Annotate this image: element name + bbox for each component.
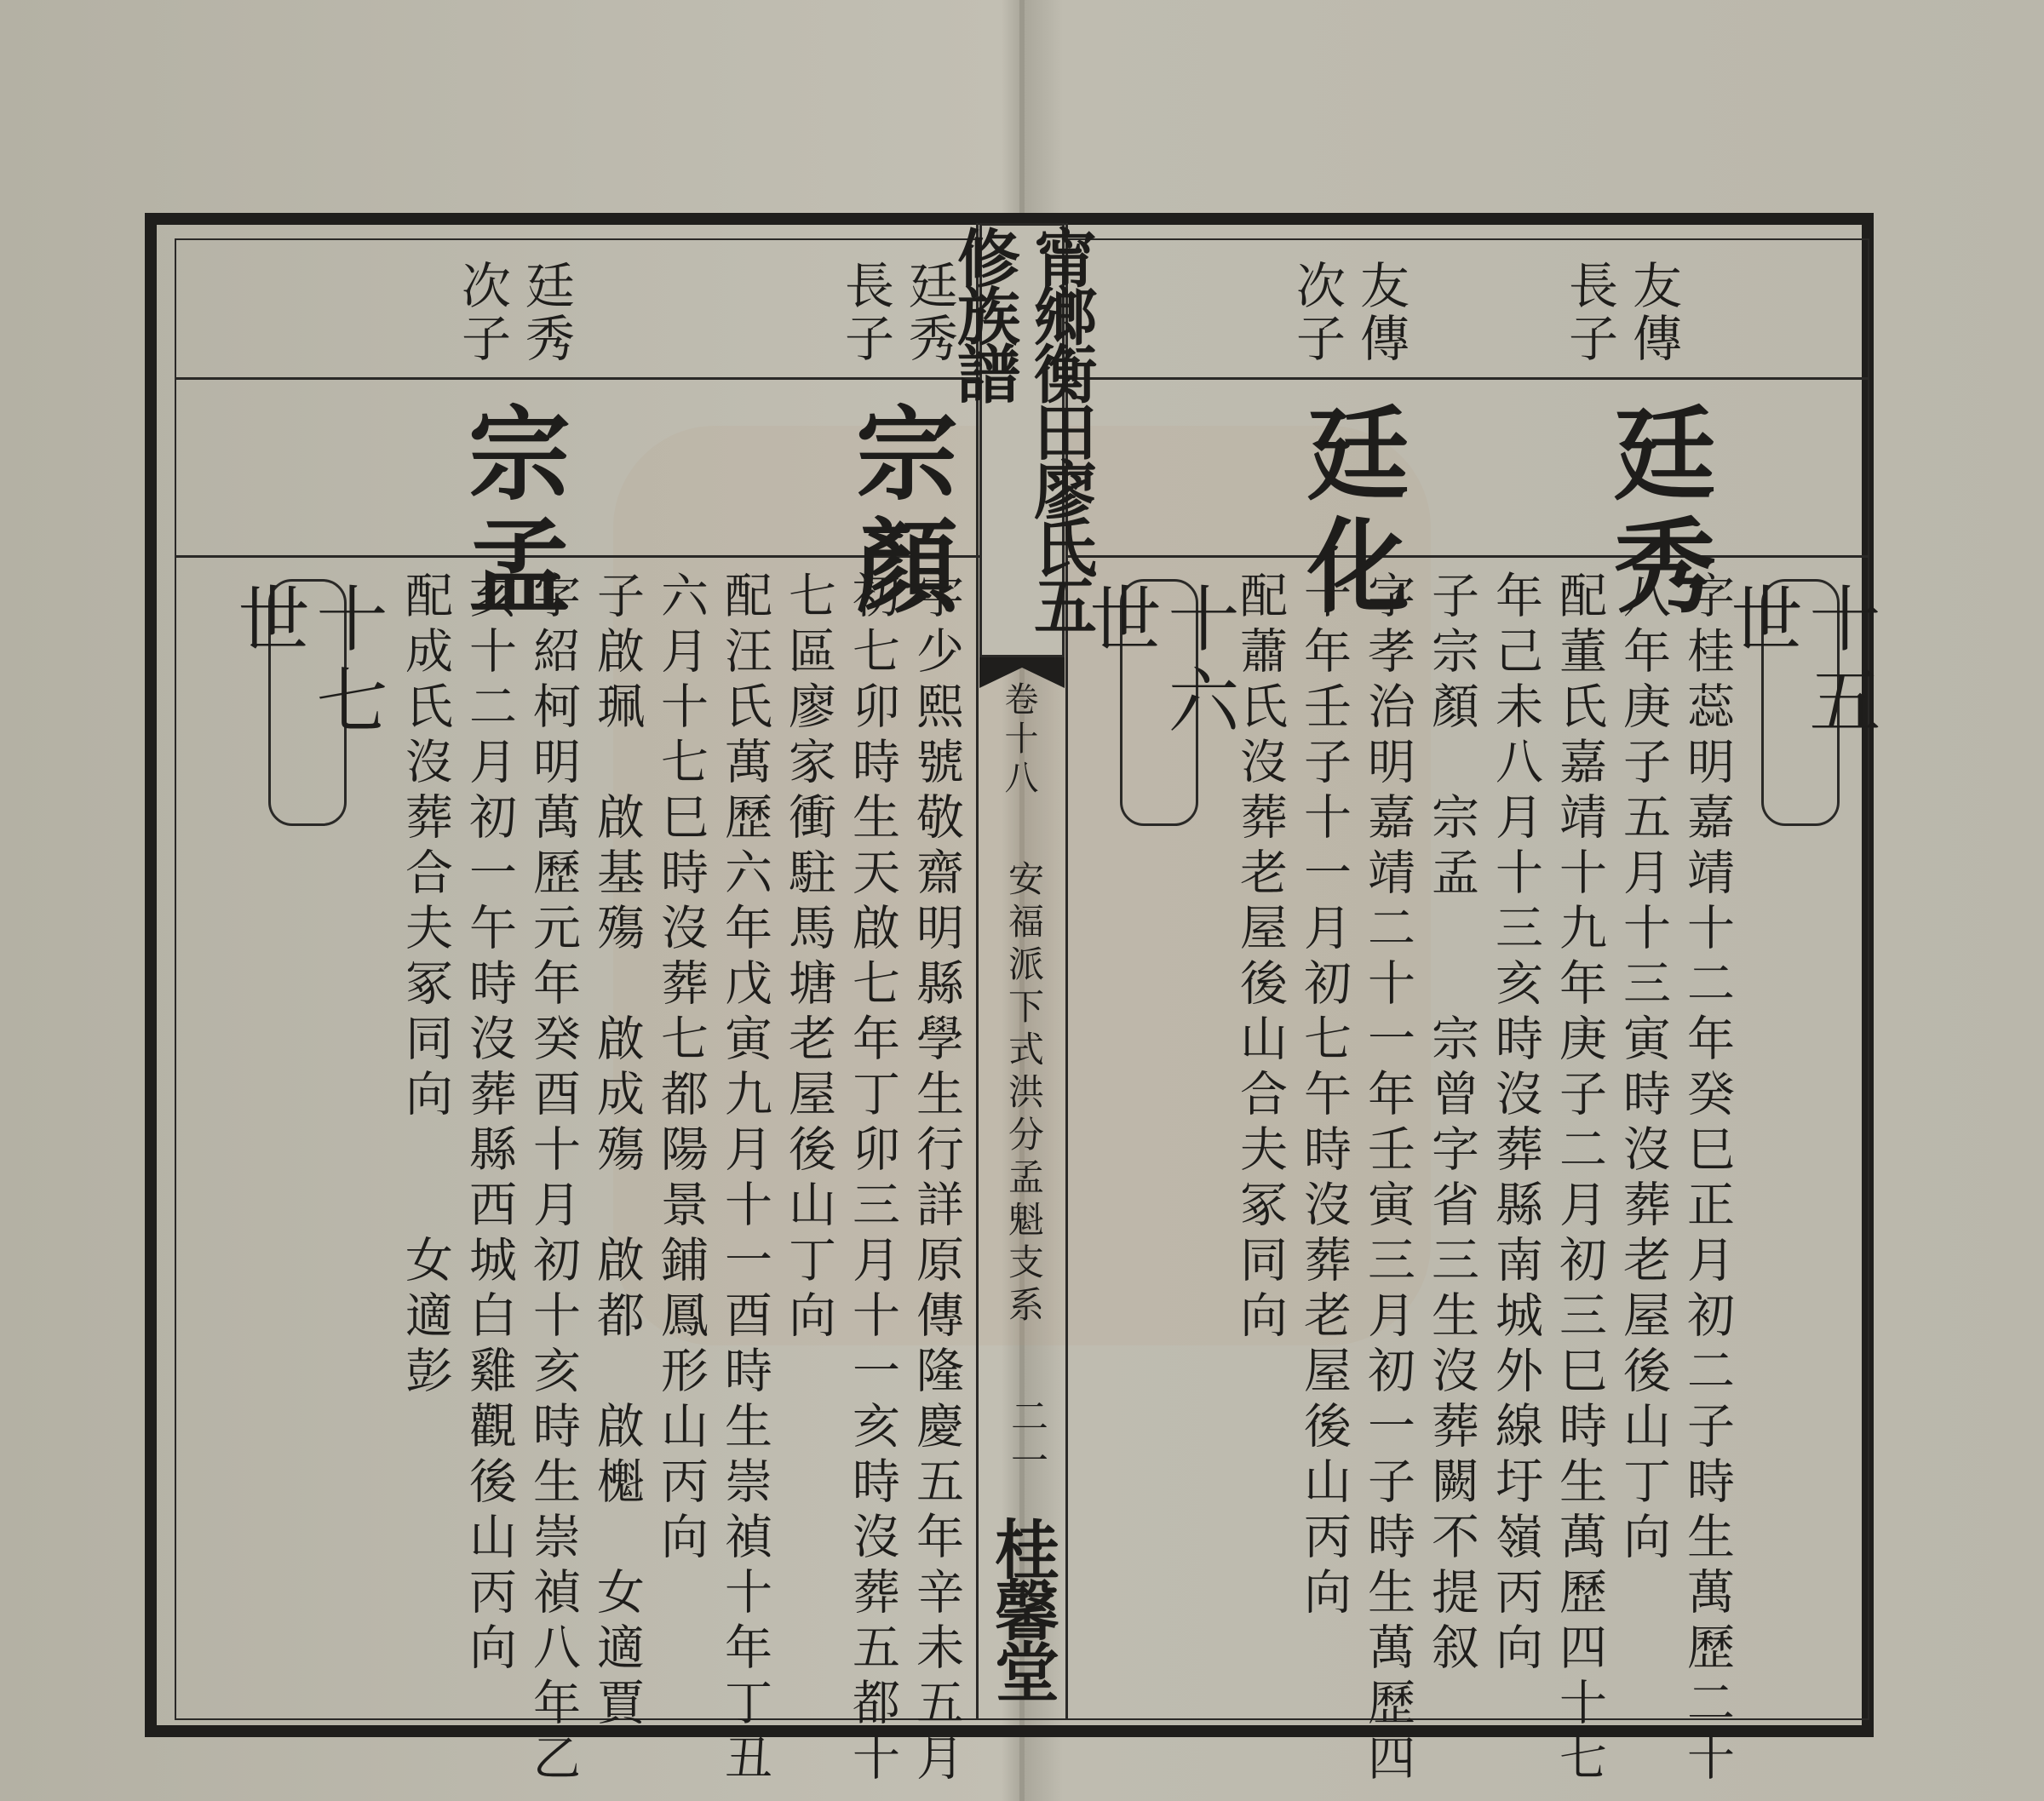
bio-line: 配成氏沒葬合夫冢同向 女適彭 (398, 571, 453, 1401)
hall-name: 桂馨堂 (984, 1516, 1060, 1700)
father-label: 廷秀 (517, 260, 575, 365)
bio-line: 字桂蕊明嘉靖十二年癸巳正月初二子時生萬歷二十 (1679, 571, 1735, 1788)
genealogy-title: 甯鄉衡田廖氏五修族譜 (947, 226, 1097, 631)
rule-left-top (176, 377, 979, 380)
rule-right-top (1066, 377, 1869, 380)
bio-line: 十年壬子十一月初七午時沒葬老屋後山丙向 (1296, 571, 1352, 1622)
person-name: 廷化 (1290, 400, 1410, 625)
person-name: 宗顏 (839, 400, 959, 625)
bio-line: 七區廖家衝駐馬塘老屋後山丁向 (781, 571, 836, 1345)
generation-badge: 十六世 (1120, 579, 1198, 826)
bio-line: 字紹柯明萬歷元年癸酉十月初十亥時生崇禎八年乙 (525, 571, 581, 1788)
bio-line: 亥十二月初一午時沒葬縣西城白雞觀後山丙向 (462, 571, 517, 1678)
rank-label: 長子 (1560, 260, 1618, 365)
bio-line: 初七卯時生天啟七年丁卯三月十一亥時沒葬五都十 (845, 571, 900, 1788)
bio-line: 子啟珮 啟基殤 啟成殤 啟都 啟櫆 女適賈 (589, 571, 645, 1733)
bio-line: 八年庚子五月十三寅時沒葬老屋後山丁向 (1616, 571, 1671, 1567)
rank-label: 次子 (453, 260, 511, 365)
branch-label: 安福派下式洪分孟魁支系 (1003, 860, 1045, 1328)
generation-badge: 十七世 (268, 579, 347, 826)
person-name: 宗孟 (451, 400, 571, 625)
bio-line: 子宗顏 宗孟 宗曾字省三生沒葬闕不提叙 (1424, 571, 1479, 1678)
person-name: 廷秀 (1597, 400, 1717, 625)
bio-line: 配董氏嘉靖十九年庚子二月初三巳時生萬歷四十七 (1552, 571, 1607, 1788)
bio-line: 配蕭氏沒葬老屋後山合夫冢同向 (1232, 571, 1288, 1345)
bio-line: 六月十七巳時沒葬七都陽景鋪鳳形山丙向 (653, 571, 709, 1567)
bio-line: 年己未八月十三亥時沒葬縣南城外線圩嶺丙向 (1488, 571, 1543, 1678)
bio-line: 配汪氏萬歷六年戊寅九月十一酉時生崇禎十年丁丑 (717, 571, 772, 1788)
bio-line: 字孝治明嘉靖二十一年壬寅三月初一子時生萬歷四 (1360, 571, 1415, 1788)
generation-badge: 十五世 (1761, 579, 1840, 826)
rank-label: 次子 (1288, 260, 1346, 365)
bio-line: 字少熙號敬齋明縣學生行詳原傳隆慶五年辛未五月 (909, 571, 964, 1788)
father-label: 友傳 (1352, 260, 1410, 365)
page-number: 二一 (1004, 1397, 1048, 1485)
genealogy-title-box (947, 223, 1097, 657)
rank-label: 長子 (836, 260, 894, 365)
father-label: 友傳 (1624, 260, 1682, 365)
father-label: 廷秀 (900, 260, 958, 365)
rule-right-mid (1066, 555, 1869, 558)
volume-label: 卷十八 (999, 681, 1038, 799)
